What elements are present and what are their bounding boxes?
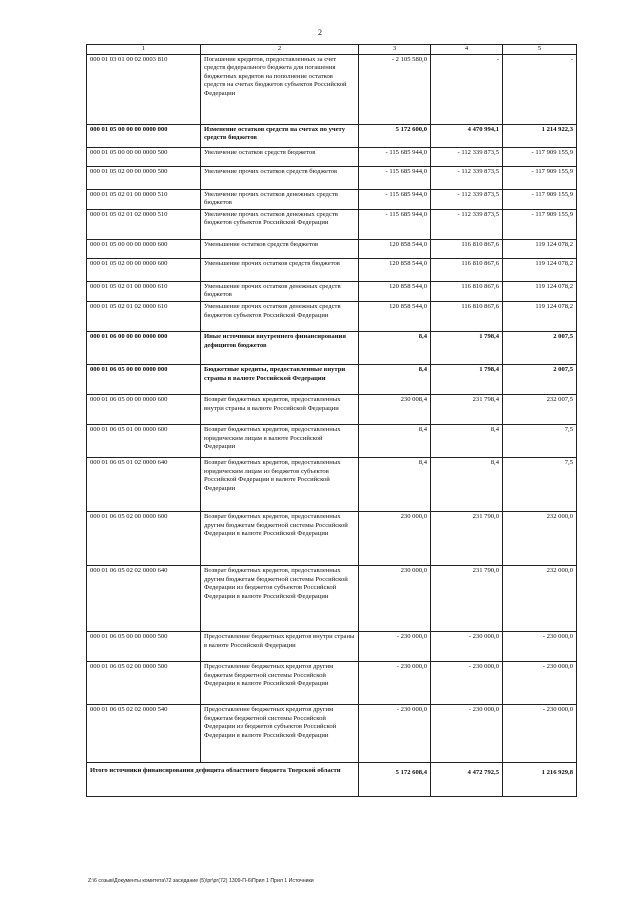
table-row	[87, 331, 577, 364]
value-2024-cell: - 230 000,0	[359, 631, 431, 661]
total-value-cell: 5 172 608,4	[359, 762, 431, 796]
table-row	[87, 511, 577, 565]
value-2024-cell: 230 000,0	[359, 565, 431, 631]
table-row	[87, 209, 577, 239]
description-cell: Увеличение прочих остатков средств бюджетов	[201, 166, 359, 189]
value-2026-cell: 119 124 078,2	[503, 239, 577, 258]
description-cell: Возврат бюджетных кредитов, предоставленных другим бюджетам бюджетной системы Российской Федерации из бюджетов субъектов Российской Федерации в валюте Российской Федерации	[201, 565, 359, 631]
value-2026-cell: 119 124 078,2	[503, 301, 577, 331]
value-2025-cell: - 112 339 873,5	[431, 166, 503, 189]
budget-code-cell: 000 01 03 01 00 02 0003 810	[87, 54, 201, 124]
budget-code-cell: 000 01 06 05 00 00 0000 600	[87, 394, 201, 424]
budget-code-cell: 000 01 06 05 02 00 0000 500	[87, 661, 201, 704]
budget-code-cell: 000 01 06 05 00 00 0000 000	[87, 364, 201, 394]
budget-code-cell: 000 01 05 02 01 00 0000 610	[87, 281, 201, 301]
description-cell: Возврат бюджетных кредитов, предоставленных внутри страны в валюте Российской Федерации	[201, 394, 359, 424]
total-title: Итого источники финансирования дефицита областного бюджета Тверской области	[87, 762, 359, 796]
value-2025-cell: 8,4	[431, 457, 503, 511]
budget-code-cell: 000 01 05 02 00 00 0000 600	[87, 258, 201, 281]
value-2026-cell: - 230 000,0	[503, 661, 577, 704]
file-path-footer: Z:\6 созыв\Документы комитета\72 заседание (5)\рг\рг(72) 1309-П-6\Прил 1 Прил 1 Источники	[88, 878, 314, 884]
budget-code-cell: 000 01 06 05 02 02 0000 540	[87, 704, 201, 762]
value-2024-cell: 8,4	[359, 331, 431, 364]
value-2026-cell: 2 007,5	[503, 331, 577, 364]
value-2024-cell: - 115 685 944,0	[359, 189, 431, 209]
table-row	[87, 704, 577, 762]
value-2026-cell: 232 000,0	[503, 565, 577, 631]
description-cell: Уменьшение остатков средств бюджетов	[201, 239, 359, 258]
value-2026-cell: - 117 909 155,9	[503, 189, 577, 209]
value-2025-cell: - 230 000,0	[431, 704, 503, 762]
value-2024-cell: 120 858 544,0	[359, 258, 431, 281]
table-row	[87, 281, 577, 301]
table-row	[87, 258, 577, 281]
table-row	[87, 166, 577, 189]
table-row	[87, 394, 577, 424]
value-2026-cell: - 117 909 155,9	[503, 209, 577, 239]
column-header-2: 2	[201, 45, 359, 55]
table-row	[87, 189, 577, 209]
value-2025-cell: 231 790,0	[431, 565, 503, 631]
budget-code-cell: 000 01 06 05 00 00 0000 500	[87, 631, 201, 661]
value-2024-cell: - 230 000,0	[359, 704, 431, 762]
table-row	[87, 124, 577, 147]
description-cell: Предоставление бюджетных кредитов другим бюджетам бюджетной системы Российской Федерации в валюте Российской Федерации	[201, 661, 359, 704]
table-row	[87, 239, 577, 258]
description-cell: Уменьшение прочих остатков денежных средств бюджетов	[201, 281, 359, 301]
description-cell: Изменение остатков средств на счетах по учету средств бюджетов	[201, 124, 359, 147]
value-2025-cell: - 112 339 873,5	[431, 147, 503, 166]
column-number-row	[87, 45, 577, 55]
value-2025-cell: 116 810 867,6	[431, 258, 503, 281]
budget-code-cell: 000 01 05 02 00 00 0000 500	[87, 166, 201, 189]
description-cell: Бюджетные кредиты, предоставленные внутри страны в валюте Российской Федерации	[201, 364, 359, 394]
value-2025-cell: 116 810 867,6	[431, 281, 503, 301]
budget-code-cell: 000 01 06 05 01 00 0000 600	[87, 424, 201, 457]
description-cell: Уменьшение прочих остатков денежных средств бюджетов субъектов Российской Федерации	[201, 301, 359, 331]
value-2025-cell: 1 798,4	[431, 364, 503, 394]
table-row	[87, 147, 577, 166]
value-2026-cell: 232 007,5	[503, 394, 577, 424]
budget-code-cell: 000 01 05 02 01 02 0000 510	[87, 209, 201, 239]
table-row	[87, 424, 577, 457]
table-row	[87, 661, 577, 704]
column-header-5: 5	[503, 45, 577, 55]
description-cell: Иные источники внутреннего финансирования дефицитов бюджетов	[201, 331, 359, 364]
value-2025-cell: -	[431, 54, 503, 124]
description-cell: Возврат бюджетных кредитов, предоставленных юридическим лицам в валюте Российской Федерации	[201, 424, 359, 457]
value-2025-cell: 231 790,0	[431, 511, 503, 565]
description-cell: Предоставление бюджетных кредитов внутри страны в валюте Российской Федерации	[201, 631, 359, 661]
value-2025-cell: 116 810 867,6	[431, 301, 503, 331]
budget-code-cell: 000 01 06 05 02 00 0000 600	[87, 511, 201, 565]
value-2026-cell: 119 124 078,2	[503, 281, 577, 301]
column-header-3: 3	[359, 45, 431, 55]
budget-code-cell: 000 01 06 05 01 02 0000 640	[87, 457, 201, 511]
value-2025-cell: - 230 000,0	[431, 631, 503, 661]
table-row	[87, 631, 577, 661]
total-row	[87, 762, 577, 796]
table-row	[87, 364, 577, 394]
column-header-1: 1	[87, 45, 201, 55]
value-2025-cell: 231 798,4	[431, 394, 503, 424]
description-cell: Предоставление бюджетных кредитов другим бюджетам бюджетной системы Российской Федерации из бюджетов субъектов Российской Федерации в валюте Российской Федерации	[201, 704, 359, 762]
budget-code-cell: 000 01 05 02 01 00 0000 510	[87, 189, 201, 209]
value-2024-cell: 120 858 544,0	[359, 239, 431, 258]
budget-code-cell: 000 01 06 05 02 02 0000 640	[87, 565, 201, 631]
value-2025-cell: 1 798,4	[431, 331, 503, 364]
sources-table	[86, 44, 577, 797]
value-2024-cell: 8,4	[359, 364, 431, 394]
value-2024-cell: - 230 000,0	[359, 661, 431, 704]
value-2026-cell: 232 000,0	[503, 511, 577, 565]
value-2025-cell: 8,4	[431, 424, 503, 457]
value-2025-cell: 116 810 867,6	[431, 239, 503, 258]
value-2024-cell: 230 008,4	[359, 394, 431, 424]
value-2024-cell: 5 172 600,0	[359, 124, 431, 147]
description-cell: Возврат бюджетных кредитов, предоставленных другим бюджетам бюджетной системы Российской Федерации в валюте Российской Федерации	[201, 511, 359, 565]
value-2026-cell: - 230 000,0	[503, 631, 577, 661]
table-row	[87, 301, 577, 331]
value-2024-cell: 230 000,0	[359, 511, 431, 565]
value-2025-cell: 4 470 994,1	[431, 124, 503, 147]
table-row	[87, 565, 577, 631]
value-2025-cell: - 112 339 873,5	[431, 189, 503, 209]
value-2026-cell: - 117 909 155,9	[503, 147, 577, 166]
column-header-4: 4	[431, 45, 503, 55]
budget-code-cell: 000 01 06 00 00 00 0000 000	[87, 331, 201, 364]
budget-code-cell: 000 01 05 00 00 00 0000 600	[87, 239, 201, 258]
value-2026-cell: 7,5	[503, 457, 577, 511]
description-cell: Увеличение прочих остатков денежных средств бюджетов	[201, 189, 359, 209]
value-2025-cell: - 230 000,0	[431, 661, 503, 704]
table-row	[87, 54, 577, 124]
value-2025-cell: - 112 339 873,5	[431, 209, 503, 239]
total-value-cell: 4 472 792,5	[431, 762, 503, 796]
value-2026-cell: 119 124 078,2	[503, 258, 577, 281]
value-2026-cell: - 117 909 155,9	[503, 166, 577, 189]
value-2024-cell: - 2 105 580,0	[359, 54, 431, 124]
value-2024-cell: - 115 685 944,0	[359, 209, 431, 239]
budget-code-cell: 000 01 05 00 00 00 0000 500	[87, 147, 201, 166]
value-2026-cell: 7,5	[503, 424, 577, 457]
value-2024-cell: 120 858 544,0	[359, 281, 431, 301]
value-2026-cell: - 230 000,0	[503, 704, 577, 762]
value-2026-cell: 1 214 922,3	[503, 124, 577, 147]
description-cell: Уменьшение прочих остатков средств бюджетов	[201, 258, 359, 281]
description-cell: Увеличение остатков средств бюджетов	[201, 147, 359, 166]
description-cell: Возврат бюджетных кредитов, предоставленных юридическим лицам из бюджетов субъектов Российской Федерации в валюте Российской Федерации	[201, 457, 359, 511]
value-2024-cell: - 115 685 944,0	[359, 147, 431, 166]
description-cell: Увеличение прочих остатков денежных средств бюджетов субъектов Российской Федерации	[201, 209, 359, 239]
budget-code-cell: 000 01 05 02 01 02 0000 610	[87, 301, 201, 331]
total-value-cell: 1 216 929,8	[503, 762, 577, 796]
budget-code-cell: 000 01 05 00 00 00 0000 000	[87, 124, 201, 147]
value-2026-cell: -	[503, 54, 577, 124]
page-number: 2	[318, 28, 322, 37]
value-2024-cell: 8,4	[359, 457, 431, 511]
value-2026-cell: 2 007,5	[503, 364, 577, 394]
table-row	[87, 457, 577, 511]
value-2024-cell: 8,4	[359, 424, 431, 457]
value-2024-cell: - 115 685 944,0	[359, 166, 431, 189]
value-2024-cell: 120 858 544,0	[359, 301, 431, 331]
description-cell: Погашение кредитов, предоставленных за счет средств федерального бюджета для погашения бюджетных кредитов на пополнение остатков средств на счетах бюджетов субъектов Российской Федерации	[201, 54, 359, 124]
